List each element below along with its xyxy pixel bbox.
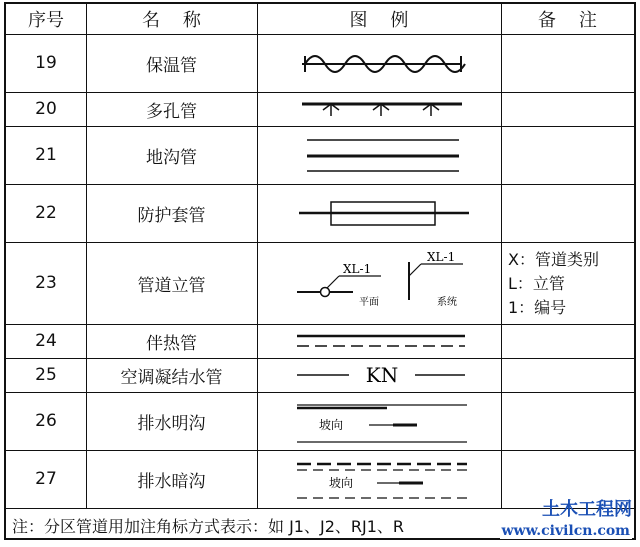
row-no: 19 [35, 53, 57, 73]
row-name: 伴热管 [146, 333, 197, 354]
insulated-pipe-symbol [257, 34, 501, 92]
watermark-url: www.civilcn.com [501, 523, 630, 539]
riser-plan-caption: 平面 [359, 297, 379, 308]
riser-plan-label: XL-1 [343, 262, 372, 276]
row-name: 排水明沟 [137, 413, 206, 434]
header-legend: 图 例 [349, 10, 409, 31]
legend-table [4, 2, 636, 540]
header-remark: 备 注 [538, 10, 597, 31]
riser-pipe-symbol [257, 242, 501, 324]
sleeve-pipe-symbol [257, 184, 501, 242]
row-name: 排水暗沟 [137, 471, 206, 492]
row-no: 23 [35, 273, 57, 293]
row-no: 25 [35, 365, 57, 385]
open-drain-slope-text: 坡向 [319, 418, 344, 432]
riser-system-caption: 系统 [437, 297, 457, 308]
row-no: 27 [35, 469, 57, 489]
row-name: 管道立管 [137, 275, 206, 296]
remark-line: 1：编号 [508, 298, 567, 317]
row-name: 多孔管 [146, 101, 197, 122]
row-no: 24 [35, 331, 57, 351]
perforated-pipe-symbol [257, 92, 501, 126]
row-name: 空调凝结水管 [120, 367, 223, 388]
row-no: 22 [35, 203, 57, 223]
remark-line: L：立管 [508, 274, 565, 293]
row-no: 26 [35, 411, 57, 431]
table-footnote: 注：分区管道用加注角标方式表示：如 J1、J2、RJ1、R [12, 517, 405, 536]
column-divider [501, 4, 502, 508]
heat-tracing-pipe-symbol [257, 324, 501, 358]
header-no: 序号 [28, 10, 64, 31]
row-name: 保温管 [146, 55, 197, 76]
row-name: 防护套管 [137, 205, 206, 226]
row-divider [6, 508, 634, 509]
remark-line: X：管道类别 [508, 250, 599, 269]
row-no: 21 [35, 145, 57, 165]
trench-pipe-symbol [257, 126, 501, 184]
open-drain-symbol [257, 392, 501, 450]
row-name: 地沟管 [146, 147, 197, 168]
watermark-site-name: 土木工程网 [542, 499, 632, 520]
riser-system-label: XL-1 [427, 250, 456, 264]
covered-drain-slope-text: 坡向 [329, 476, 354, 490]
header-name: 名 称 [142, 10, 201, 31]
covered-drain-symbol [257, 450, 501, 508]
row-no: 20 [35, 99, 57, 119]
condensate-code: KN [365, 363, 399, 387]
condensate-pipe-symbol [257, 358, 501, 392]
